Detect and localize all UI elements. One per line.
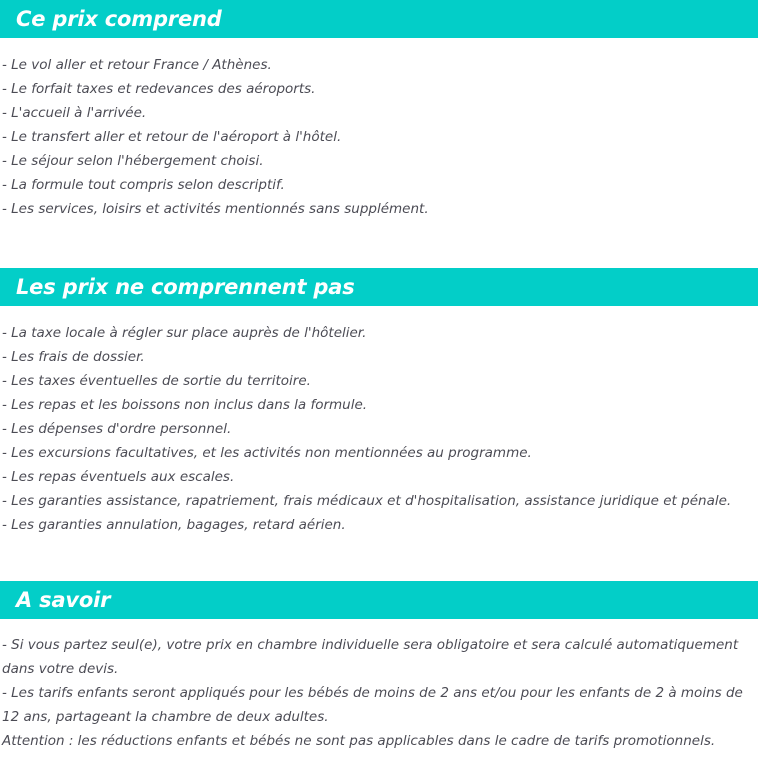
list-item: - L'accueil à l'arrivée. (2, 105, 147, 121)
list-item: - Les garanties annulation, bagages, retard aérien. (2, 517, 346, 533)
paragraph: - Les tarifs enfants seront appliqués pour les bébés de moins de 2 ans et/ou pour les enfants de 2 à moins de 12 ans, partageant la chambre de deux adultes. (2, 685, 743, 725)
section-spacer (0, 221, 758, 268)
section-price-excludes (0, 268, 758, 537)
section-price-includes (0, 0, 758, 221)
section-spacer (0, 537, 758, 581)
section-body-good-to-know (0, 619, 758, 753)
price-includes-list (2, 53, 756, 221)
paragraph: - Si vous partez seul(e), votre prix en chambre individuelle sera obligatoire et sera calculé automatiquement dans votre devis. (2, 637, 739, 677)
list-item: - Les services, loisirs et activités mentionnés sans supplément. (2, 201, 429, 217)
list-item: - La formule tout compris selon descriptif. (2, 177, 285, 193)
section-body-price-excludes (0, 306, 758, 537)
paragraph: Attention : les réductions enfants et bébés ne sont pas applicables dans le cadre de tarifs promotionnels. (2, 733, 716, 749)
list-item: - La taxe locale à régler sur place auprès de l'hôtelier. (2, 325, 367, 341)
section-title-price-includes: Ce prix comprend (16, 6, 222, 31)
section-good-to-know (0, 581, 758, 753)
list-item: - Les repas éventuels aux escales. (2, 469, 235, 485)
section-header-good-to-know (0, 581, 758, 619)
list-item: - Les excursions facultatives, et les activités non mentionnées au programme. (2, 445, 532, 461)
list-item: - Le forfait taxes et redevances des aéroports. (2, 81, 316, 97)
list-item: - Les garanties assistance, rapatriement, frais médicaux et d'hospitalisation, assistance juridique et pénale. (2, 493, 732, 509)
section-body-price-includes (0, 38, 758, 221)
section-header-price-excludes (0, 268, 758, 306)
section-header-price-includes (0, 0, 758, 38)
list-item: - Le vol aller et retour France / Athènes. (2, 57, 272, 73)
list-item: - Le transfert aller et retour de l'aéroport à l'hôtel. (2, 129, 342, 145)
price-excludes-list (2, 321, 756, 537)
list-item: - Les dépenses d'ordre personnel. (2, 421, 232, 437)
section-title-price-excludes: Les prix ne comprennent pas (16, 274, 355, 299)
list-item: - Le séjour selon l'hébergement choisi. (2, 153, 264, 169)
list-item: - Les frais de dossier. (2, 349, 145, 365)
section-title-good-to-know: A savoir (16, 587, 111, 612)
list-item: - Les repas et les boissons non inclus dans la formule. (2, 397, 368, 413)
list-item: - Les taxes éventuelles de sortie du territoire. (2, 373, 311, 389)
